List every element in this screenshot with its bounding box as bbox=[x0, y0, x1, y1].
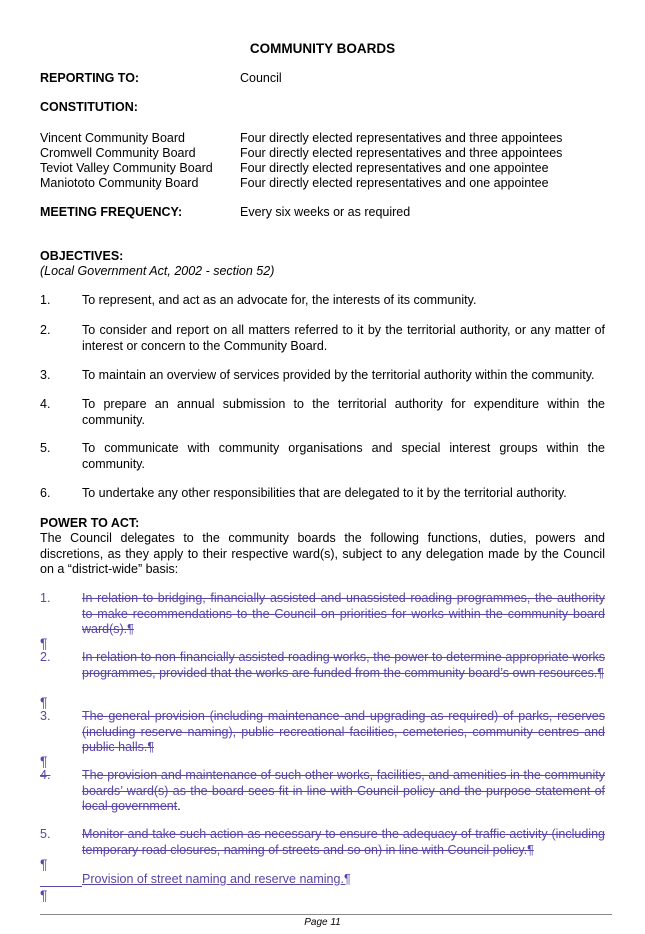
deleted-power-item bbox=[40, 650, 605, 681]
board-name: Teviot Valley Community Board bbox=[40, 161, 213, 175]
meeting-frequency-value: Every six weeks or as required bbox=[240, 205, 411, 219]
objective-item bbox=[40, 293, 605, 309]
deleted-power-item bbox=[40, 827, 605, 858]
board-name: Maniototo Community Board bbox=[40, 176, 199, 190]
footer-divider bbox=[40, 914, 612, 915]
item-number: 1. bbox=[40, 591, 51, 605]
deleted-power-item bbox=[40, 709, 605, 756]
item-text: To maintain an overview of services provided by the territorial authority within the community. bbox=[82, 368, 595, 382]
power-intro: The Council delegates to the community boards the following functions, duties, powers and discretions, as they apply to their respective ward(s), subject to any delegation made by the Council on a “district-wide” basis: bbox=[40, 531, 605, 576]
deleted-power-item bbox=[40, 591, 605, 638]
objective-item bbox=[40, 397, 605, 428]
item-text: In relation to non-financially assisted roading works, the power to determine appropriate works programmes, provided that the works are funded from the community board’s own resources.¶ bbox=[82, 650, 605, 680]
item-text: The provision and maintenance of such other works, facilities, and amenities in the community boards’ ward(s) as the board sees fit in line with Council policy and the purpose statement of local government bbox=[82, 768, 605, 813]
pilcrow-mark: ¶ bbox=[40, 856, 48, 872]
board-desc: Four directly elected representatives and one appointee bbox=[240, 176, 549, 190]
board-desc: Four directly elected representatives and one appointee bbox=[240, 161, 549, 175]
item-number: 5. bbox=[40, 441, 51, 455]
item-number: 3. bbox=[40, 368, 51, 382]
objectives-label: OBJECTIVES: bbox=[40, 249, 124, 263]
item-number: 2. bbox=[40, 650, 51, 664]
pilcrow-mark: ¶ bbox=[40, 753, 48, 769]
page-title: COMMUNITY BOARDS bbox=[249, 41, 396, 56]
power-to-act-label: POWER TO ACT: bbox=[40, 516, 140, 530]
objective-item bbox=[40, 486, 605, 502]
inserted-power-item bbox=[40, 872, 605, 888]
item-text: To prepare an annual submission to the territorial authority for expenditure within the community. bbox=[82, 397, 605, 427]
item-text: To represent, and act as an advocate for, the interests of its community. bbox=[82, 293, 477, 307]
page-number: Page 11 bbox=[304, 917, 341, 928]
item-text: Monitor and take such action as necessary to ensure the adequacy of traffic activity (including temporary road closures, naming of streets and so on) in line with Council policy.¶ bbox=[82, 827, 605, 857]
item-number: 6. bbox=[40, 486, 51, 500]
item-number: 5. bbox=[40, 827, 51, 841]
objectives-subtitle: (Local Government Act, 2002 - section 52) bbox=[40, 264, 275, 278]
objective-item bbox=[40, 441, 605, 472]
reporting-to-value: Council bbox=[240, 71, 282, 85]
item-text: To undertake any other responsibilities that are delegated to it by the territorial authority. bbox=[82, 486, 567, 500]
constitution-label: CONSTITUTION: bbox=[40, 100, 138, 114]
objective-item bbox=[40, 368, 605, 384]
board-desc: Four directly elected representatives and three appointees bbox=[240, 131, 563, 145]
item-number: 4. bbox=[40, 397, 51, 411]
board-name: Vincent Community Board bbox=[40, 131, 185, 145]
inserted-text: Provision of street naming and reserve naming.¶ bbox=[82, 872, 351, 886]
item-number: 1. bbox=[40, 293, 51, 307]
pilcrow-mark: ¶ bbox=[40, 635, 48, 651]
item-text: In relation to bridging, financially assisted and unassisted roading programmes, the authority to make recommendations to the Council on priorities for works within the community board ward(s).¶ bbox=[82, 591, 605, 636]
reporting-to-label: REPORTING TO: bbox=[40, 71, 140, 85]
item-text-tail: . bbox=[177, 799, 181, 813]
item-text: To consider and report on all matters referred to it by the territorial authority, or any matter of interest or concern to the Community Board. bbox=[82, 323, 605, 353]
item-text: The general provision (including maintenance and upgrading as required) of parks, reserves (including reserve naming), public recreational facilities, cemeteries, community centres and public halls.¶ bbox=[82, 709, 605, 754]
pilcrow-mark: ¶ bbox=[40, 887, 48, 903]
item-number: 4. bbox=[40, 768, 51, 782]
item-text: To communicate with community organisations and special interest groups within the community. bbox=[82, 441, 605, 471]
board-name: Cromwell Community Board bbox=[40, 146, 196, 160]
meeting-frequency-label: MEETING FREQUENCY: bbox=[40, 205, 183, 219]
board-desc: Four directly elected representatives and three appointees bbox=[240, 146, 563, 160]
item-number: 2. bbox=[40, 323, 51, 337]
item-number: 3. bbox=[40, 709, 51, 723]
pilcrow-mark: ¶ bbox=[40, 694, 48, 710]
objective-item bbox=[40, 323, 605, 354]
deleted-power-item bbox=[40, 768, 605, 815]
